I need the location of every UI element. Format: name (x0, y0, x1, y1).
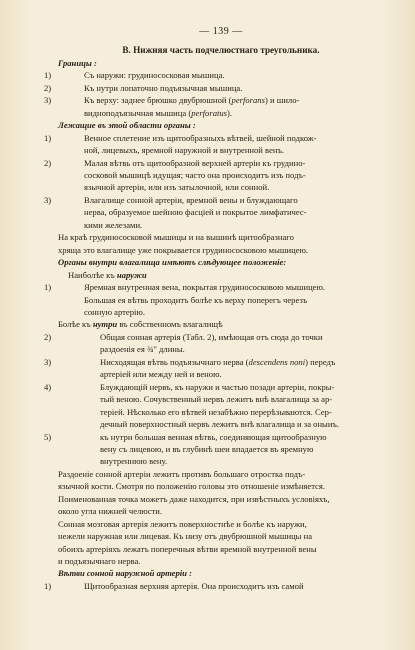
paragraph-line: Раздоеніе сонной артеріи лежитъ противъ большаго отростка подъ- (58, 468, 306, 479)
vagina-item-2 (44, 331, 384, 356)
paragraph-line: обоихъ артеріяхъ лежатъ поперечныя вѣтви яремной внутренной вены (58, 543, 317, 554)
page-number: — 139 — (199, 26, 243, 37)
item-line: сосковой мышицѣ идущая; часто она происходитъ изъ подъ- (84, 169, 306, 180)
item-line: артеріей или между ней и веною. (100, 369, 222, 380)
vagina-item-3 (44, 356, 384, 381)
outer-intro (58, 269, 384, 281)
item-text: Нисходящая вѣтвь подъязычнаго нерва ( (100, 356, 249, 367)
item-line: Общая сонная артерія (Табл. 2), имѣющая отъ сюда до точки (100, 331, 323, 342)
item-number: 1) (44, 70, 52, 81)
organs-heading: Лежащие въ этой области органы : (58, 120, 196, 131)
inner-intro (58, 318, 384, 330)
item-line: теріей. Нѣсколько его вѣтвей незабѣжно перерѣзываются. Сер- (100, 406, 332, 417)
item-line: къ нутри большая венная вѣтвь, соединяющая щитообразную (100, 431, 327, 442)
boundary-item-2 (44, 82, 384, 94)
item-number: 2) (44, 157, 52, 168)
latin-term: descendens noni (248, 356, 306, 367)
boundary-item-3 (44, 94, 384, 119)
intro-emphasis: наружи (116, 269, 147, 280)
item-number: 1) (44, 132, 52, 143)
vagina-item-5 (44, 431, 384, 468)
item-number: 3) (44, 194, 52, 205)
paragraph-line: Поименованная точка можетъ даже находится, при извѣстныхъ условіяхъ, (58, 493, 330, 504)
branches-heading: Вѣтви сонной наружной артеріи : (58, 568, 192, 579)
paragraph-line: На краѣ грудиносоcковой мышицы и на вышинѣ щитообразнаго (58, 232, 294, 243)
vagina-heading: Органы внутри влагалища имѣютъ слѣдующее положеніе: (58, 257, 287, 268)
intro-text: Наиболѣе къ (68, 269, 117, 280)
item-number: 1) (44, 282, 52, 293)
item-line: внутреннюю вену. (100, 456, 168, 467)
intro-emphasis: нутри (92, 319, 118, 330)
item-text: ). (227, 107, 233, 118)
organ-item-3 (44, 194, 384, 231)
item-number: 4) (44, 381, 52, 392)
item-number: 3) (44, 356, 52, 367)
item-text: Къ верху: заднее брюшко двубрюшной ( (84, 95, 232, 106)
paragraph-3 (58, 518, 384, 568)
item-line: Венное сплетение изъ щитообразныхъ вѣтвей, шейной подкож- (84, 132, 317, 143)
item-line: ной, лицевыхъ, яремной наружной и внутренной венъ. (84, 145, 285, 156)
item-text: ) и шило- (264, 95, 300, 106)
item-line: язычной артеріи, или изъ затылочной, или сонной. (84, 182, 270, 193)
organ-item-1 (44, 132, 384, 157)
paragraph-line: хряща это влагалище уже покрывается грудиносоcковою мышицею. (58, 244, 309, 255)
latin-term: perforatus (191, 107, 228, 118)
item-number: 1) (44, 580, 52, 591)
paragraph-line: Сонная мозговая артерія лежитъ поверхностнѣе и болѣе къ наружи, (58, 518, 307, 529)
item-line: Блуждающій нервъ, къ наружи и частью позади артеріи, покры- (100, 381, 335, 392)
item-line: кими железами. (84, 219, 143, 230)
item-line: Влагалище сонной артеріи, яремной вены и блуждающаго (84, 194, 298, 205)
item-line: тый веною. Сочувственный нервъ лежитъ внѣ влагалища за ар- (100, 394, 333, 405)
latin-term: perforans (231, 95, 265, 106)
paragraph-1 (58, 231, 384, 256)
item-line: сонную артерію. (84, 306, 145, 317)
item-number: 2) (44, 331, 52, 342)
item-line: дечный поверхностный нервъ лежитъ внѣ влагалища и за оныиъ. (100, 419, 340, 430)
intro-text: Болѣе къ (58, 319, 93, 330)
item-text: ) передъ (305, 356, 336, 367)
item-text: Къ нутри лопаточно подъязычная мышица. (84, 82, 243, 93)
item-text: Щитообразная верхняя артерія. Она происходитъ изъ самой (84, 580, 304, 591)
item-line: Малая вѣтвь отъ щитообразной верхней артеріи къ грудино- (84, 157, 306, 168)
organ-item-2 (44, 157, 384, 194)
item-number: 3) (44, 95, 52, 106)
item-line: Большая ея вѣтвь проходитъ болѣе къ верху поперегъ черезъ (84, 294, 308, 305)
vagina-item-1 (44, 281, 384, 318)
item-line: вену съ лицевою, и въ глубинѣ шеи впадается въ яремную (100, 443, 314, 454)
item-line: раздоенія ея ¾" длины. (100, 344, 185, 355)
item-number: 5) (44, 431, 52, 442)
paragraph-2 (58, 468, 384, 518)
boundaries-heading: Границы : (58, 57, 97, 68)
vagina-item-4 (44, 381, 384, 431)
intro-text: въ собственномъ влагалищѣ (117, 319, 223, 330)
branch-item-1 (44, 580, 384, 592)
item-line: Яремная внутренная вена, покрытая грудиносоcковою мышицею. (84, 282, 326, 293)
item-text: видноподъязычная мышица ( (84, 107, 192, 118)
item-number: 2) (44, 82, 52, 93)
item-line (100, 356, 384, 368)
paragraph-line: нежели наружная или лицевая. Къ низу отъ двубрюшной мышицы на (58, 531, 313, 542)
boundary-item-1 (44, 69, 384, 81)
paragraph-line: язычной кости. Смотря по положенію головы это отношеніе измѣняется. (58, 481, 325, 492)
item-text: Съ наружи: грудиносоcковая мышица. (84, 70, 225, 81)
paragraph-line: около угла нижней челюсти. (58, 506, 163, 517)
paragraph-line: и подъязычнаго нерва. (58, 556, 141, 567)
section-title: B. Нижняя часть подчелюстнаго треугольника. (122, 45, 320, 56)
item-line: нерва, образуемое шейною фасціей и покрытое лимфатичес- (84, 207, 307, 218)
